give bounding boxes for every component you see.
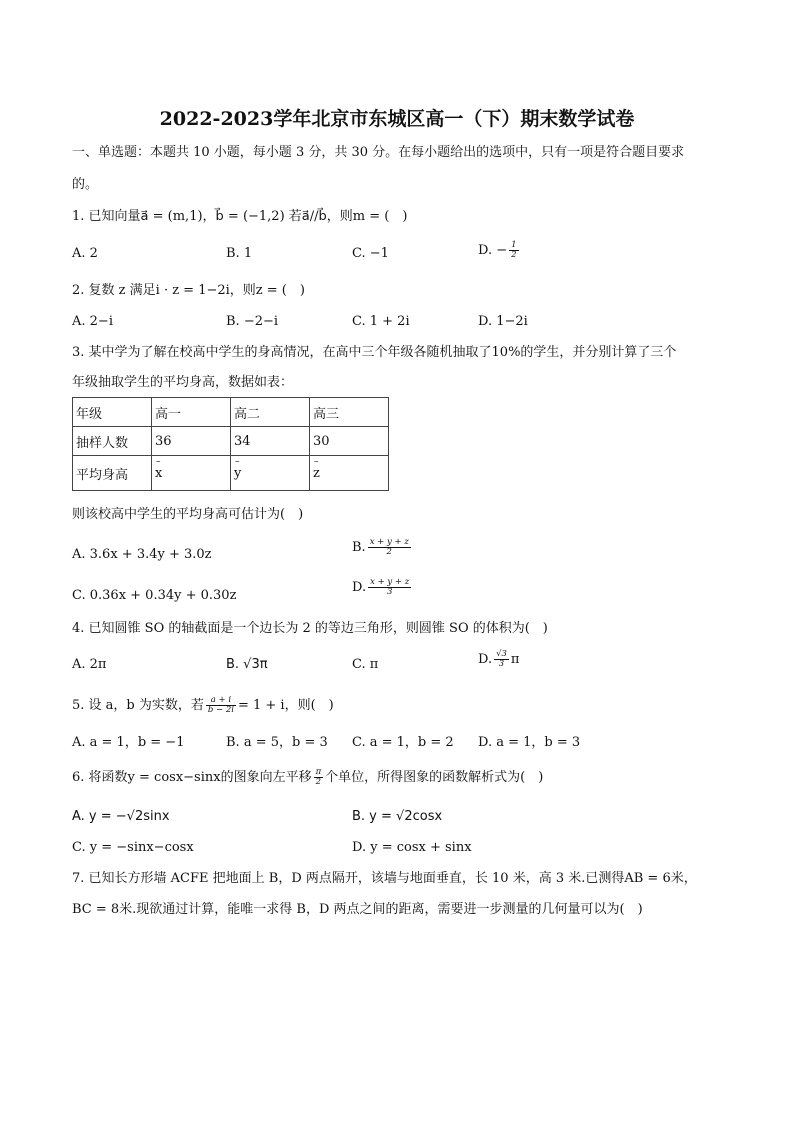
q3-option-b [352,538,413,557]
table-cell: 30 [310,427,389,456]
q6-option-d: D. y = cosx + sinx [352,840,472,855]
fraction-denominator: b − 2i [207,704,234,715]
table-cell: 36 [152,427,231,456]
mean-z: – z [313,466,320,481]
q3-option-d-fraction [368,578,411,597]
question-5-stem [72,696,334,715]
q3-option-d-label: D. [352,579,367,595]
question-2-stem: 2. 复数 z 满足i · z = 1−2i，则z = ( ) [72,283,305,298]
q1-option-a: A. 2 [72,246,98,261]
question-3-ask: 则该校高中学生的平均身高可估计为( ) [72,507,304,522]
table-cell [231,456,310,491]
mean-x: – x [155,466,162,481]
question-3-stem-cont: 年级抽取学生的平均身高，数据如表： [72,375,294,390]
table-cell: 平均身高 [73,456,152,491]
q5-stem-post: = 1 + i，则( ) [237,697,334,713]
section-heading: 一、单选题：本题共 10 小题，每小题 3 分，共 30 分。在每小题给出的选项中，只有一项是符合题目要求 [72,145,685,160]
fraction-denominator: 3 [498,658,505,669]
q6-fraction [314,768,324,787]
q4-option-d-label: D. [478,651,493,667]
q6-stem-pre: 6. 将函数y = cosx−sinx的图象向左平移 [72,769,312,785]
q5-option-a: A. a = 1，b = −1 [72,735,185,750]
fraction-numerator: x + y + z [370,577,410,587]
q5-fraction [206,696,236,715]
question-4-stem: 4. 已知圆锥 SO 的轴截面是一个边长为 2 的等边三角形，则圆锥 SO 的体积为( ) [72,621,548,636]
question-6-stem [72,768,543,787]
fraction-denominator: 3 [386,586,393,597]
q6-option-c: C. y = −sinx−cosx [72,840,194,855]
question-7-stem: 7. 已知长方形墙 ACFE 把地面上 B，D 两点隔开，该墙与地面垂直，长 10 米，高 3 米.已测得AB = 6米， [72,871,697,886]
page-title: 2022-2023学年北京市东城区高一（下）期末数学试卷 [159,108,635,130]
table-cell [152,456,231,491]
q2-option-b: B. −2−i [226,314,279,329]
q2-option-a: A. 2−i [72,314,113,329]
table-cell [310,456,389,491]
q6-option-a: A. y = −√2sinx [72,809,170,824]
fraction-denominator: 2 [386,546,392,557]
q3-option-b-fraction [368,538,411,557]
table-row [73,427,389,456]
fraction-numerator: π [315,767,322,777]
q1-option-d [478,241,521,260]
table-header-cell: 高三 [310,398,389,427]
q2-option-c: C. 1 + 2i [352,314,410,329]
q4-option-d-fraction [494,650,509,669]
q3-option-b-label: B. [352,539,366,555]
table-cell: 抽样人数 [73,427,152,456]
q4-option-d [478,650,519,669]
table-header-cell: 高一 [152,398,231,427]
q3-option-a: A. 3.6x + 3.4y + 3.0z [72,547,212,562]
q4-option-d-tail: π [510,651,520,667]
q6-option-b: B. y = √2cosx [352,809,443,824]
fraction-numerator: x + y + z [369,537,409,547]
q5-option-d: D. a = 1，b = 3 [478,735,581,750]
fraction-numerator: √3 [496,649,507,659]
q1-option-d-label: D. − [478,242,508,258]
q6-stem-post: 个单位，所得图象的函数解析式为( ) [325,769,544,785]
q4-option-b: B. √3π [226,657,268,672]
height-data-table [72,397,389,491]
table-header-row [73,398,389,427]
q4-option-c: C. π [352,657,379,672]
fraction-denominator: 2 [511,249,517,260]
q1-option-d-fraction [509,241,518,260]
q5-stem-pre: 5. 设 a，b 为实数，若 [72,697,204,713]
table-row [73,456,389,491]
q5-option-c: C. a = 1，b = 2 [352,735,454,750]
fraction-numerator: a + i [206,696,236,706]
table-cell: 34 [231,427,310,456]
table-header-cell: 年级 [73,398,152,427]
q3-option-c: C. 0.36x + 0.34y + 0.30z [72,588,237,603]
q3-option-d [352,578,413,597]
section-heading-cont: 的。 [72,177,99,192]
q2-option-d: D. 1−2i [478,314,528,329]
q5-option-b: B. a = 5，b = 3 [226,735,328,750]
q1-option-b: B. 1 [226,246,253,261]
mean-y: – y [234,466,241,481]
question-1-stem: 1. 已知向量a⃗ = (m,1)，b⃗ = (−1,2) 若a⃗//b⃗，则m = ( ) [72,209,408,224]
question-3-stem: 3. 某中学为了解在校高中学生的身高情况，在高中三个年级各随机抽取了10%的学生，并分别计算了三个 [72,345,677,360]
q4-option-a: A. 2π [72,657,107,672]
fraction-denominator: 2 [315,776,322,787]
question-7-stem-cont: BC = 8米.现欲通过计算，能唯一求得 B，D 两点之间的距离，需要进一步测量的几何量可以为( ) [72,902,643,917]
fraction-numerator: 1 [511,240,517,250]
q1-option-c: C. −1 [352,246,389,261]
table-header-cell: 高二 [231,398,310,427]
